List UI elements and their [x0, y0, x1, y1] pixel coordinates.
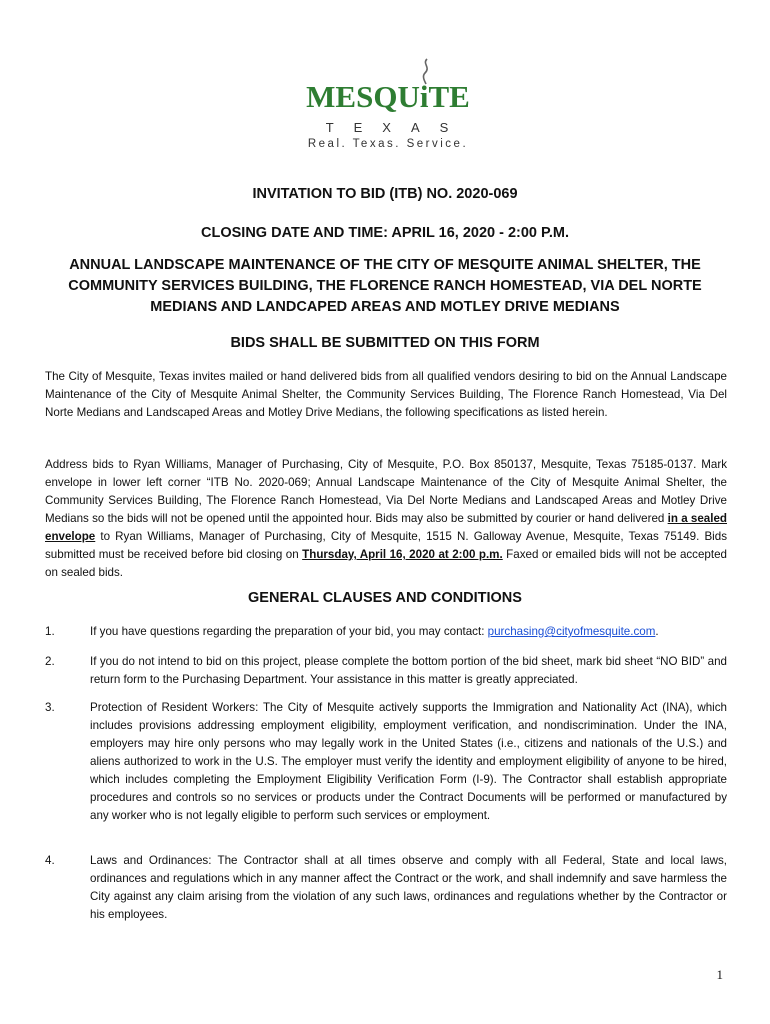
purchasing-email-link[interactable]: purchasing@cityofmesquite.com [487, 625, 656, 638]
intro-paragraph: The City of Mesquite, Texas invites mailed or hand delivered bids from all qualified vendors desiring to bid on the Annual Landscape Maintenance of the City of Mesquite Animal Shelter, the Community Services Building, The Florence Ranch Homestead, Via Del Norte Medians and Landscaped Areas and Motley Drive Medians, the following specifications as listed herein. [45, 370, 727, 419]
logo-state: TEXAS [325, 120, 469, 135]
closing-date: CLOSING DATE AND TIME: APRIL 16, 2020 - 2:00 P.M. [201, 225, 569, 241]
clause-text: If you have questions regarding the preparation of your bid, you may contact: [90, 625, 488, 638]
clause-number: 4. [45, 854, 55, 867]
address-paragraph [45, 456, 727, 582]
clause-number: 1. [45, 625, 55, 638]
city-logo [298, 58, 478, 162]
clause-number: 2. [45, 655, 55, 668]
sealed-envelope-emphasis: in a sealed envelope [45, 512, 727, 543]
project-title: ANNUAL LANDSCAPE MAINTENANCE OF THE CITY OF MESQUITE ANIMAL SHELTER, THE COMMUNITY SERVICES BUILDING, THE FLORENCE RANCH HOMESTEAD, VIA DEL NORTE MEDIANS AND LANDCAPED AREAS AND MOTLEY DRIVE MEDIANS [68, 257, 702, 315]
clause-item [45, 699, 727, 825]
logo-tagline: Real. Texas. Service. [307, 138, 469, 150]
address-text-2: to Ryan Williams, Manager of Purchasing, City of Mesquite, 1515 N. Galloway Avenue, Mesquite, Texas 75149. Bids submitted must be received before bid closing on [45, 530, 727, 561]
clause-item [45, 653, 727, 689]
clause-item [45, 852, 727, 924]
clause-text: Laws and Ordinances: The Contractor shall at all times observe and comply with all Federal, State and local laws, ordinances and regulations which in any manner affect the Contract or the work, and shall indemnify and save harmless the City against any claim arising from the violation of any such laws, ordinances and regulations whether by the Contractor or his employees. [90, 854, 727, 921]
address-text-3: Faxed or emailed bids will not be accepted on sealed bids. [45, 548, 727, 579]
general-clauses-title: GENERAL CLAUSES AND CONDITIONS [248, 590, 522, 606]
clause-item [45, 623, 727, 641]
page-number: 1 [716, 967, 723, 982]
deadline-emphasis: Thursday, April 16, 2020 at 2:00 p.m. [302, 548, 503, 561]
itb-title: INVITATION TO BID (ITB) NO. 2020-069 [252, 186, 518, 202]
clause-number: 3. [45, 701, 55, 714]
address-text-1: Address bids to Ryan Williams, Manager of Purchasing, City of Mesquite, P.O. Box 850137, Mesquite, Texas 75185-0137. Mark envelope in lower left corner “ITB No. 2020-069; Annual Landscape Maintenance of the City of Mesquite Animal Shelter, the Community Services Building, The Florence Ranch Homestead, Via Del Norte Medians and Landscaped Areas and Motley Drive Medians so the bids will not be opened until the appointed hour. Bids may also be submitted by courier or hand delivered [45, 458, 727, 525]
logo-wordmark: MESQUiTE [306, 79, 470, 114]
form-notice: BIDS SHALL BE SUBMITTED ON THIS FORM [230, 335, 540, 351]
clause-text-end: . [655, 625, 659, 638]
clause-text: If you do not intend to bid on this project, please complete the bottom portion of the bid sheet, mark bid sheet “NO BID” and return form to the Purchasing Department. Your assistance in this matter is greatly appreciated. [90, 655, 727, 686]
clause-text: Protection of Resident Workers: The City of Mesquite actively supports the Immigration and Nationality Act (INA), which includes provisions addressing employment eligibility, employment verification, and nondiscrimination. Under the INA, employers may hire only persons who may legally work in the United States (i.e., citizens and nationals of the U.S.) and aliens authorized to work in the U.S. The employer must verify the identity and employment eligibility of anyone to be hired, which includes completing the Employment Eligibility Verification Form (I-9). The Contractor shall establish appropriate procedures and controls so no services or products under the Contract Documents will be performed or manufactured by any worker who is not legally eligible to perform such services or employment. [90, 701, 727, 822]
